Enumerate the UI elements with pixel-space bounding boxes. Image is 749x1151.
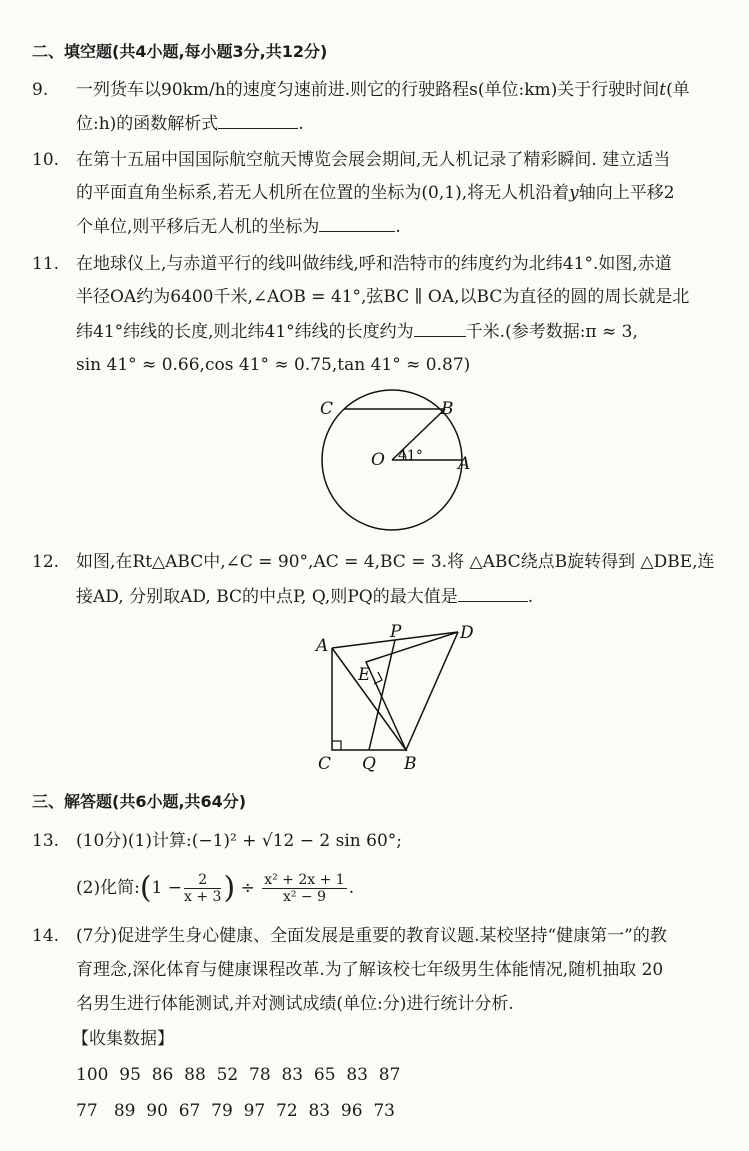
q11-answer-blank[interactable] (414, 320, 466, 337)
label-o: O (371, 450, 385, 470)
q13-paren-close: ) (223, 870, 236, 906)
q10-end: . (395, 217, 401, 237)
q13-fraction-2 (262, 872, 346, 905)
q13-fraction-1 (184, 872, 221, 905)
q13-line1 (32, 830, 402, 852)
q10-text-2b: 轴向上平移2 (578, 183, 675, 203)
label-p: P (390, 622, 402, 642)
q14-text-1: (7分)促进学生身心健康、全面发展是重要的教育议题.某校坚持“健康第一”的教 (76, 926, 667, 946)
q9-number: 9. (32, 80, 49, 100)
q14-text-2: 育理念,深化体育与健康课程改革.为了解该校七年级男生体能情况,随机抽取 20 (76, 960, 664, 980)
q14-line1 (32, 925, 667, 947)
q9-answer-blank[interactable] (218, 112, 298, 129)
q10-text-3: 个单位,则平移后无人机的坐标为 (76, 217, 320, 237)
label-b: B (404, 754, 417, 774)
q10-answer-blank[interactable] (319, 215, 395, 232)
q13-text-1: (10分)(1)计算:(−1)² + √12 − 2 sin 60°; (76, 831, 403, 851)
q13-divide: ÷ (240, 878, 255, 898)
q13-line2 (76, 872, 354, 905)
label-c: C (320, 399, 334, 419)
q11-text-3a: 纬41°纬线的长度,则北纬41°纬线的长度约为 (76, 322, 414, 342)
label-a: A (458, 454, 471, 474)
q11-line2 (76, 286, 689, 308)
label-d: D (460, 623, 474, 643)
q13-paren-open: ( (139, 870, 152, 906)
q12-number: 12. (32, 552, 60, 572)
q11-text-4: sin 41° ≈ 0.66,cos 41° ≈ 0.75,tan 41° ≈ 0.87) (76, 355, 471, 375)
q9-text-b: (单 (666, 80, 690, 100)
q9-line2 (76, 112, 304, 135)
triangle-dbe (366, 632, 458, 750)
q10-line3 (76, 215, 401, 238)
q10-text-2a: 的平面直角坐标系,若无人机所在位置的坐标为(0,1),将无人机沿着 (76, 183, 570, 203)
triangle-abc (332, 648, 406, 750)
q9-var-t: t (659, 80, 667, 100)
q12-triangle-figure (308, 616, 488, 776)
q11-number: 11. (32, 254, 60, 274)
q12-line1 (32, 551, 715, 573)
label-b: B (441, 399, 454, 419)
q14-data-row2: 77 89 90 67 79 97 72 83 96 73 (76, 1101, 395, 1121)
section-fill-heading: 二、填空题(共4小题,每小题3分,共12分) (32, 42, 328, 61)
q12-line2 (76, 585, 533, 608)
q11-circle-figure (300, 388, 490, 538)
q13-one-minus: 1 − (151, 878, 182, 898)
q12-answer-blank[interactable] (458, 585, 528, 602)
section-answer-heading: 三、解答题(共6小题,共64分) (32, 792, 247, 811)
q9-end: . (298, 114, 304, 134)
q14-text-3: 名男生进行体能测试,并对测试成绩(单位:分)进行统计分析. (76, 994, 514, 1014)
q11-line1 (32, 253, 672, 275)
q11-text-3b: 千米.(参考数据:π ≈ 3, (465, 322, 638, 342)
q10-text-1: 在第十五届中国国际航空航天博览会展会期间,无人机记录了精彩瞬间. 建立适当 (76, 150, 671, 170)
label-q: Q (362, 754, 376, 774)
q12-text-2: 接AD, 分别取AD, BC的中点P, Q,则PQ的最大值是 (76, 587, 458, 607)
q13-f2-numerator: x² + 2x + 1 (264, 872, 345, 888)
q10-line2 (76, 182, 675, 204)
q14-heading (72, 1028, 174, 1050)
q11-line4 (76, 354, 470, 376)
q11-text-1: 在地球仪上,与赤道平行的线叫做纬线,呼和浩特市的纬度约为北纬41°.如图,赤道 (76, 254, 672, 274)
q9-line1 (32, 79, 690, 101)
q13-f2-denominator: x² − 9 (282, 889, 326, 905)
q13-end: . (348, 878, 355, 898)
q11-text-2: 半径OA约为6400千米,∠AOB = 41°,弦BC ∥ OA,以BC为直径的圆的周长就是北 (76, 287, 690, 307)
right-angle-c (332, 741, 341, 750)
q10-var-y: y (569, 183, 579, 203)
q13-text-2: (2)化简: (76, 878, 140, 898)
label-a: A (316, 636, 329, 656)
q14-number: 14. (32, 926, 60, 946)
label-e: E (358, 665, 371, 685)
q10-line1 (32, 149, 670, 171)
q14-line3 (76, 993, 514, 1015)
q12-text-1: 如图,在Rt△ABC中,∠C = 90°,AC = 4,BC = 3.将 △ABC绕点B旋转得到 △DBE,连 (76, 552, 715, 572)
q13-f1-numerator: 2 (184, 872, 221, 889)
q11-line3 (76, 320, 638, 343)
label-c: C (318, 754, 332, 774)
q14-collect-heading: 【收集数据】 (72, 1029, 174, 1049)
q9-text-a: 一列货车以90km/h的速度匀速前进.则它的行驶路程s(单位:km)关于行驶时间 (76, 80, 660, 100)
q9-text-2: 位:h)的函数解析式 (76, 114, 219, 134)
q13-number: 13. (32, 831, 60, 851)
q14-data-row1: 100 95 86 88 52 78 83 65 83 87 (76, 1065, 401, 1085)
q13-f1-denominator: x + 3 (184, 889, 222, 905)
q12-end: . (527, 587, 534, 607)
q14-line2 (76, 959, 663, 981)
q10-number: 10. (32, 150, 60, 170)
label-angle: 41° (398, 448, 423, 464)
